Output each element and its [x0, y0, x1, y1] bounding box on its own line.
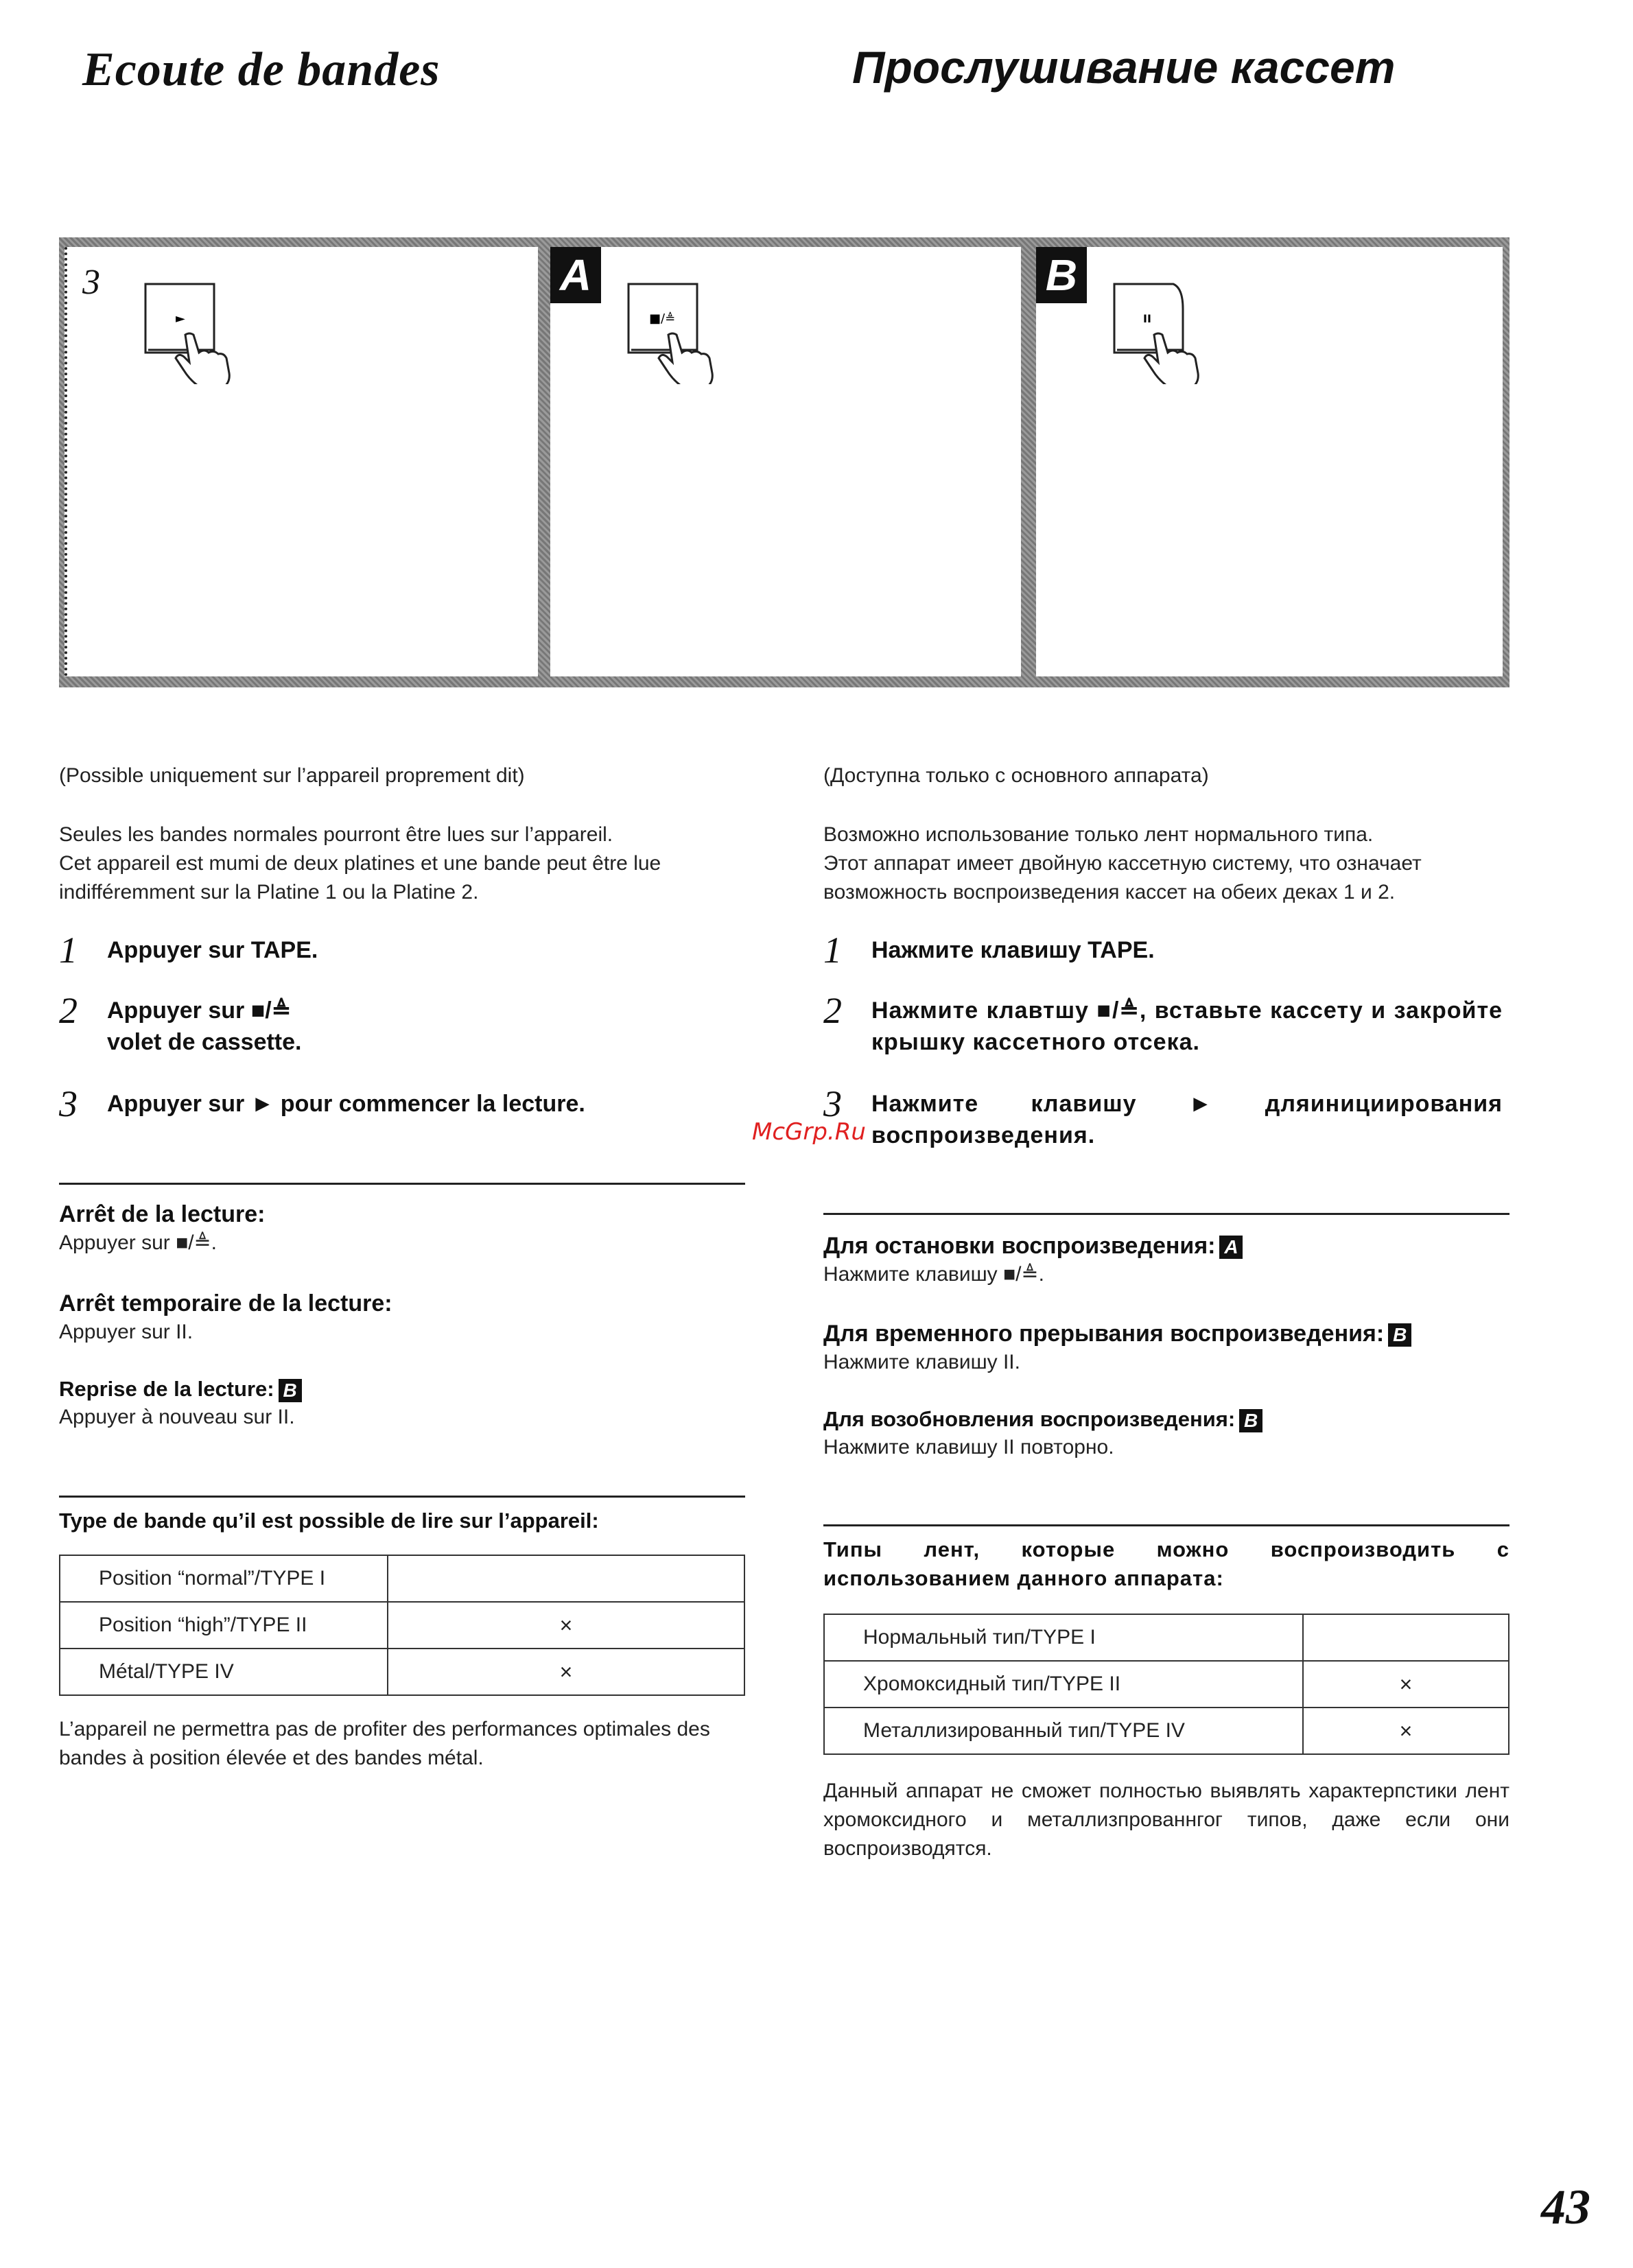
tape-type-mark	[388, 1555, 744, 1602]
tape-type-label: Нормальный тип/TYPE I	[824, 1614, 1303, 1661]
fr-divider-1	[59, 1183, 745, 1185]
fr-stop-title: Arrêt de la lecture:	[59, 1201, 266, 1227]
ru-divider-2	[823, 1524, 1509, 1526]
illustration-panel-a	[550, 247, 1021, 676]
fr-resume-title: Reprise de la lecture:	[59, 1377, 274, 1401]
ru-tape-note: Данный аппарат не сможет полностью выявлять характерпстики лент хромоксидного и металлизпрованнгог типов, даже если они воспроизводятся.	[823, 1780, 1509, 1860]
ru-intro-line1: Возможно использование только лент нормального типа.	[823, 823, 1374, 846]
table-row	[60, 1602, 744, 1649]
ru-resume-text: Нажмите клавишу II повторно.	[823, 1436, 1114, 1458]
fr-pause-section	[59, 1288, 745, 1346]
pause-symbol: II	[1143, 312, 1151, 325]
page-title-fr: Ecoute de bandes	[82, 43, 440, 96]
illustration-panel-b	[1036, 247, 1503, 676]
fr-stop-text: Appuyer sur ■/≜.	[59, 1231, 218, 1254]
ru-divider-1	[823, 1213, 1509, 1215]
ru-stop-section	[823, 1231, 1509, 1288]
badge-b: B	[1239, 1409, 1262, 1432]
panel-letter-a: A	[550, 247, 601, 303]
badge-a: A	[1219, 1236, 1243, 1259]
ru-intro	[823, 820, 1509, 907]
table-row	[824, 1614, 1509, 1661]
fr-resume-text: Appuyer à nouveau sur II.	[59, 1406, 295, 1428]
fr-divider-2	[59, 1496, 745, 1498]
table-row	[824, 1708, 1509, 1754]
fr-availability: (Possible uniquement sur l’appareil proprement dit)	[59, 764, 525, 787]
table-row	[60, 1649, 744, 1695]
ru-stop-title: Для остановки воспроизведения:	[823, 1233, 1216, 1259]
illustration-panel-step3	[64, 247, 538, 676]
tape-type-mark	[1303, 1614, 1509, 1661]
fr-tape-table	[59, 1555, 745, 1696]
badge-b: B	[279, 1379, 302, 1402]
illustration-band	[59, 237, 1509, 687]
tape-type-label: Металлизированный тип/TYPE IV	[824, 1708, 1303, 1754]
watermark: McGrp.Ru	[752, 1118, 866, 1146]
page-title-ru: Прослушивание кассет	[852, 42, 1396, 93]
fr-resume-section	[59, 1375, 745, 1431]
tape-type-mark: ×	[1303, 1661, 1509, 1708]
panel-step-number: 3	[82, 263, 100, 302]
fr-tape-heading: Type de bande qu’il est possible de lire sur l’appareil:	[59, 1509, 599, 1533]
table-row	[824, 1661, 1509, 1708]
ru-resume-section	[823, 1405, 1509, 1461]
ru-intro-line2: Этот аппарат имеет двойную кассетную систему, что означает возможность воспроизведения кассет на обеих деках 1 и 2.	[823, 852, 1422, 903]
ru-availability: (Доступна только с основного аппарата)	[823, 764, 1209, 787]
fr-pause-text: Appuyer sur II.	[59, 1321, 193, 1343]
ru-tape-table	[823, 1614, 1509, 1755]
tape-type-label: Position “normal”/TYPE I	[60, 1555, 388, 1602]
tape-type-label: Хромоксидный тип/TYPE II	[824, 1661, 1303, 1708]
tape-type-label: Métal/TYPE IV	[60, 1649, 388, 1695]
ru-pause-section	[823, 1319, 1509, 1376]
table-row	[60, 1555, 744, 1602]
fr-intro	[59, 820, 745, 907]
page-number: 43	[1541, 2180, 1590, 2234]
tape-type-mark: ×	[388, 1649, 744, 1695]
fr-step-2-line2: volet de cassette.	[107, 1029, 302, 1055]
fr-intro-line1: Seules les bandes normales pourront être lues sur l’appareil.	[59, 823, 613, 846]
ru-tape-heading: Типы лент, которые можно воспроизводить с использованием данного аппарата:	[823, 1537, 1509, 1590]
hand-press-pause-icon	[1112, 281, 1208, 384]
badge-b: B	[1388, 1323, 1411, 1347]
tape-type-mark: ×	[388, 1602, 744, 1649]
panel-letter-b: B	[1036, 247, 1087, 303]
ru-pause-title: Для временного прерывания воспроизведения:	[823, 1321, 1385, 1347]
ru-stop-text: Нажмите клавишу ■/≜.	[823, 1263, 1044, 1286]
fr-tape-note: L’appareil ne permettra pas de profiter des performances optimales des bandes à position élevée et des bandes métal.	[59, 1718, 710, 1769]
fr-step-2-line1: Appuyer sur ■/≜	[107, 997, 292, 1024]
tape-type-label: Position “high”/TYPE II	[60, 1602, 388, 1649]
ru-pause-text: Нажмите клавишу II.	[823, 1351, 1020, 1373]
play-symbol: ►	[176, 311, 185, 326]
fr-intro-line2: Cet appareil est mumi de deux platines et une bande peut être lue indifféremment sur la Platine 1 ou la Platine 2.	[59, 852, 661, 903]
stop-eject-symbol: ■/≜	[649, 311, 676, 326]
tape-type-mark: ×	[1303, 1708, 1509, 1754]
ru-resume-title: Для возобновления воспроизведения:	[823, 1407, 1236, 1431]
fr-stop-section	[59, 1199, 745, 1257]
fr-pause-title: Arrêt temporaire de la lecture:	[59, 1290, 392, 1316]
hand-press-stop-eject-icon	[626, 281, 722, 384]
hand-press-play-icon	[143, 281, 239, 384]
